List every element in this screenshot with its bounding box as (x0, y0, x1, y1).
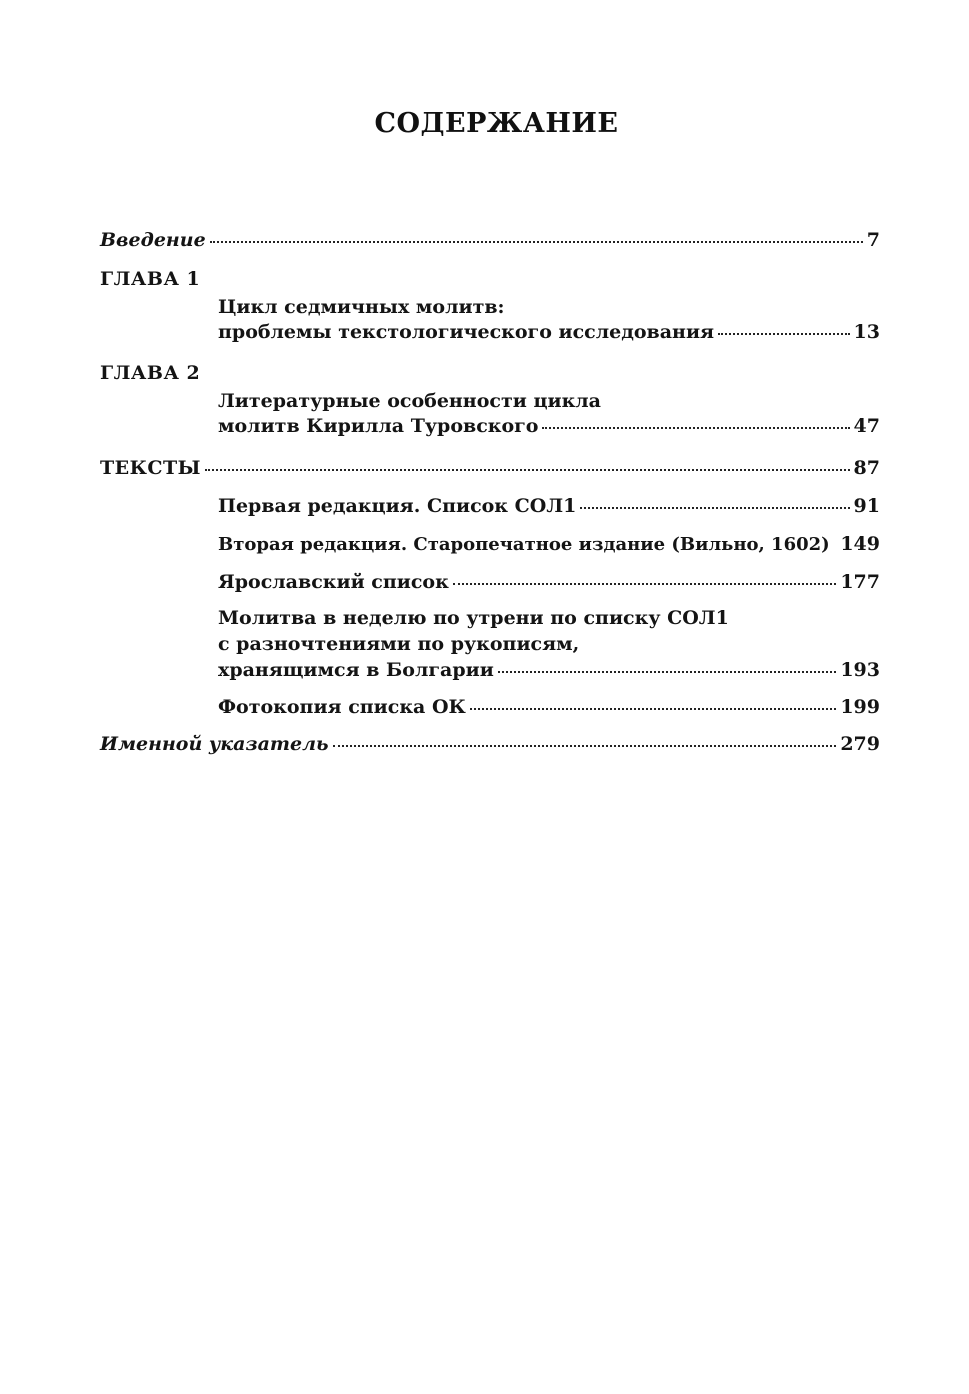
toc-label: Ярославский список (218, 571, 449, 593)
toc-page-number: 193 (840, 659, 880, 681)
toc-page-number: 7 (866, 229, 880, 251)
toc-entry-yaroslavl[interactable] (218, 570, 880, 594)
leader-dots (542, 426, 849, 429)
toc-entry-texts[interactable] (100, 456, 880, 480)
toc-label: молитв Кирилла Туровского (218, 415, 539, 437)
leader-dots (470, 707, 837, 710)
toc-label: Фотокопия списка ОК (218, 696, 466, 718)
leader-dots (718, 332, 849, 335)
toc-page-number: 87 (853, 457, 880, 479)
toc-page-number: 91 (853, 495, 880, 517)
toc-page-number: 199 (840, 696, 880, 718)
leader-dots (333, 744, 837, 747)
leader-dots (498, 670, 837, 673)
toc-entry-first-redaction[interactable] (218, 494, 880, 518)
chapter-1-heading: ГЛАВА 1 (100, 268, 201, 290)
page-title: СОДЕРЖАНИЕ (374, 108, 619, 139)
toc-entry-prayer-line1[interactable] (218, 606, 729, 630)
toc-entry-chapter2[interactable] (218, 414, 880, 438)
chapter-2-heading: ГЛАВА 2 (100, 362, 201, 384)
toc-entry-photocopy[interactable] (218, 695, 880, 719)
toc-page-number: 13 (853, 321, 880, 343)
toc-page-number: 149 (840, 533, 880, 555)
toc-label: Вторая редакция. Старопечатное издание (Вильно, 1602) (218, 534, 830, 555)
toc-page-number: 177 (840, 571, 880, 593)
toc-label: проблемы текстологического исследования (218, 321, 715, 343)
leader-dots (580, 506, 849, 509)
toc-label: Молитва в неделю по утрени по списку СОЛ1 (218, 607, 729, 629)
toc-label: Первая редакция. Список СОЛ1 (218, 495, 577, 517)
leader-dots (210, 240, 863, 243)
toc-entry-chapter1-line1[interactable] (218, 295, 505, 319)
toc-entry-prayer[interactable] (218, 658, 880, 682)
toc-label: Введение (100, 229, 206, 251)
toc-entry-chapter2-line1[interactable] (218, 389, 601, 413)
toc-label: ТЕКСТЫ (100, 457, 201, 479)
toc-page-number: 47 (853, 415, 880, 437)
leader-dots (205, 468, 850, 471)
toc-page-number: 279 (840, 733, 880, 755)
toc-label: с разночтениями по рукописям, (218, 633, 580, 655)
toc-label: хранящимся в Болгарии (218, 659, 494, 681)
leader-dots (453, 582, 837, 585)
toc-entry-prayer-line2[interactable] (218, 632, 579, 656)
toc-label: Именной указатель (100, 733, 329, 755)
toc-entry-index[interactable] (100, 732, 880, 756)
toc-entry-introduction[interactable] (100, 228, 880, 252)
toc-entry-chapter1[interactable] (218, 320, 880, 344)
toc-entry-second-redaction[interactable] (218, 532, 880, 557)
toc-label: Цикл седмичных молитв: (218, 296, 505, 318)
toc-label: Литературные особенности цикла (218, 390, 601, 412)
